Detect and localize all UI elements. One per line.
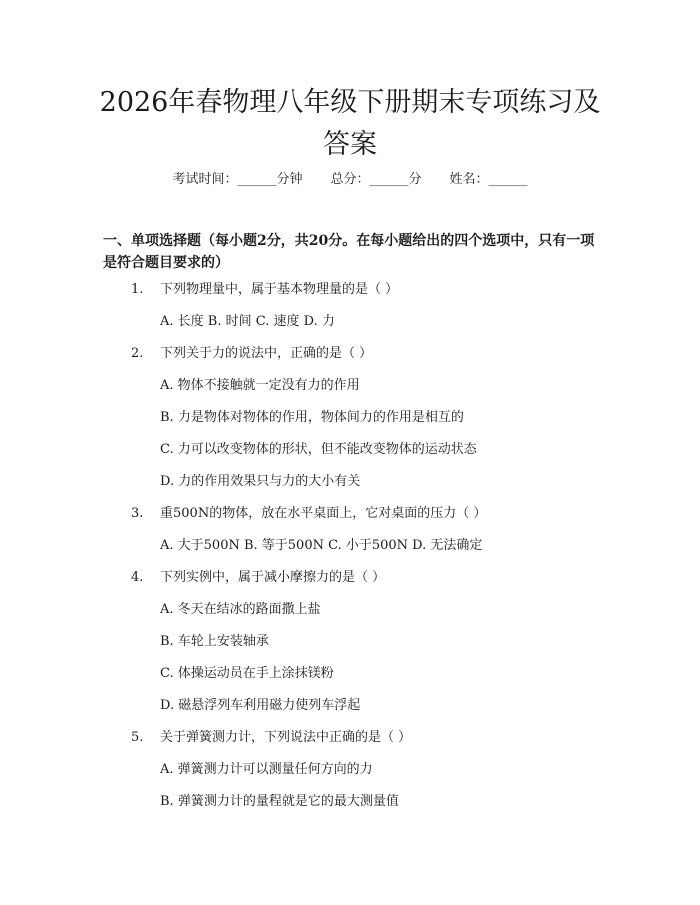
question-2 (0, 343, 700, 375)
question-number: 5. (131, 730, 144, 745)
question-stem: 下列关于力的说法中，正确的是（ ） (160, 346, 373, 361)
question-option: A. 冬天在结冰的路面撒上盐 (160, 602, 321, 617)
option-row (0, 535, 700, 567)
question-option: B. 车轮上安装轴承 (160, 634, 269, 649)
exam-time-field: 考试时间：______分钟 (172, 172, 303, 187)
question-list (0, 279, 700, 823)
total-score-field: 总分：______分 (330, 172, 422, 187)
option-row (0, 375, 700, 407)
student-name-field: 姓名：______ (449, 172, 528, 187)
question-number: 1. (131, 282, 144, 297)
question-stem: 重500N的物体，放在水平桌面上，它对桌面的压力（ ） (160, 506, 487, 521)
question-stem: 下列物理量中，属于基本物理量的是（ ） (160, 282, 399, 297)
option-row (0, 791, 700, 823)
question-option: A. 大于500N B. 等于500N C. 小于500N D. 无法确定 (160, 538, 483, 553)
exam-meta (0, 168, 700, 187)
option-row (0, 759, 700, 791)
question-5 (0, 727, 700, 759)
question-3 (0, 503, 700, 535)
question-option: A. 长度 B. 时间 C. 速度 D. 力 (160, 314, 335, 329)
question-option: B. 力是物体对物体的作用，物体间力的作用是相互的 (160, 410, 464, 425)
question-option: B. 弹簧测力计的量程就是它的最大测量值 (160, 794, 399, 809)
question-option: C. 体操运动员在手上涂抹镁粉 (160, 666, 334, 681)
question-option: D. 力的作用效果只与力的大小有关 (160, 474, 361, 489)
option-row (0, 407, 700, 439)
page-title: 2026年春物理八年级下册期末专项练习及答案 (99, 87, 601, 160)
question-number: 3. (131, 506, 144, 521)
option-row (0, 695, 700, 727)
question-option: D. 磁悬浮列车利用磁力使列车浮起 (160, 698, 361, 713)
question-1 (0, 279, 700, 311)
option-row (0, 471, 700, 503)
question-option: C. 力可以改变物体的形状，但不能改变物体的运动状态 (160, 442, 477, 457)
option-row (0, 311, 700, 343)
section-heading: 一、单项选择题（每小题2分，共20分。在每小题给出的四个选项中，只有一项是符合题目要求的） (103, 233, 595, 271)
question-stem: 下列实例中，属于减小摩擦力的是（ ） (160, 570, 386, 585)
question-option: A. 弹簧测力计可以测量任何方向的力 (160, 762, 373, 777)
question-number: 2. (131, 346, 144, 361)
option-row (0, 631, 700, 663)
option-row (0, 663, 700, 695)
question-stem: 关于弹簧测力计，下列说法中正确的是（ ） (160, 730, 412, 745)
question-4 (0, 567, 700, 599)
question-number: 4. (131, 570, 144, 585)
question-option: A. 物体不接触就一定没有力的作用 (160, 378, 360, 393)
option-row (0, 599, 700, 631)
option-row (0, 439, 700, 471)
